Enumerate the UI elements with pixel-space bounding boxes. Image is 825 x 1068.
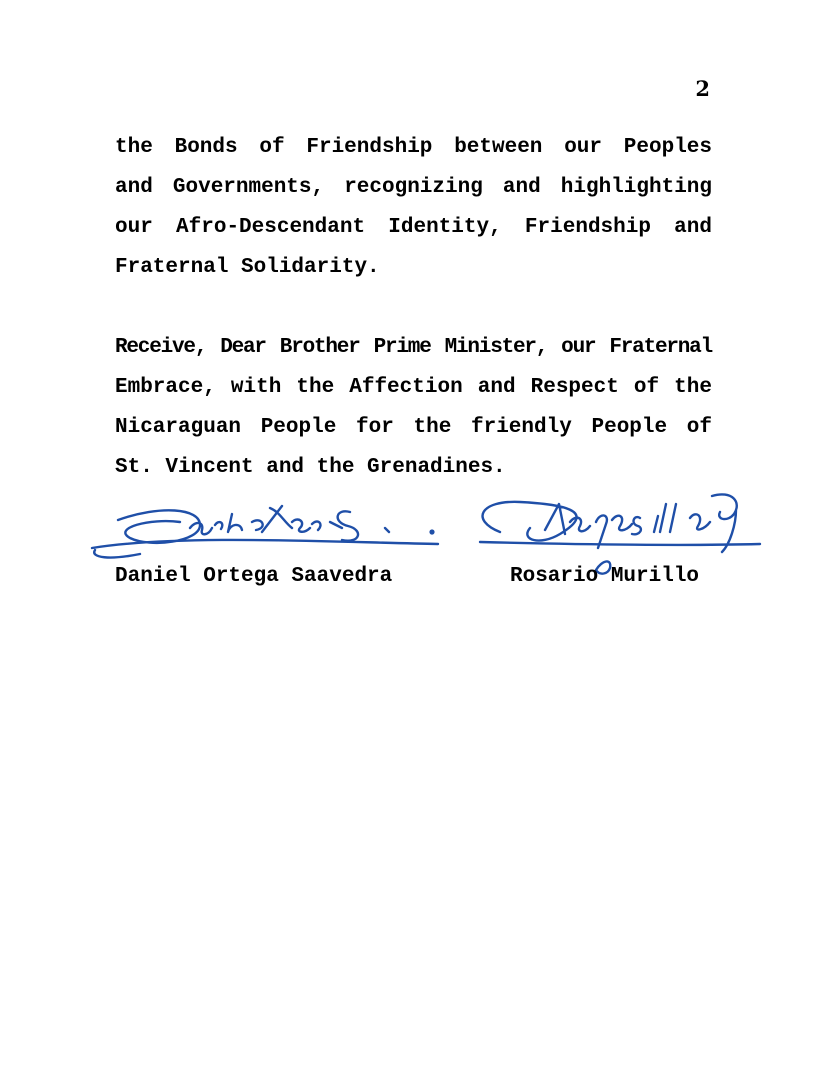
paragraph-2: [115, 328, 712, 488]
signer-name-1: Daniel Ortega Saavedra: [115, 565, 393, 588]
paragraph-line: and Governments, recognizing and highlighting: [115, 176, 712, 199]
signer-name-2: Rosario Murillo: [510, 565, 700, 588]
paragraph-line: Receive, Dear Brother Prime Minister, our Fraternal: [115, 336, 712, 359]
paragraph-line: our Afro-Descendant Identity, Friendship and: [115, 216, 712, 239]
signature-dot: [429, 529, 434, 534]
paragraph-line: Fraternal Solidarity.: [115, 256, 380, 279]
paragraph-line: Nicaraguan People for the friendly People of: [115, 416, 712, 439]
page-number: 2: [695, 76, 710, 101]
signature-underline-1: [92, 540, 438, 558]
paragraph-line: St. Vincent and the Grenadines.: [115, 456, 506, 479]
signature-underline-2: [480, 542, 760, 545]
paragraph-line: the Bonds of Friendship between our Peoples: [115, 136, 712, 159]
paragraph-1: [115, 128, 712, 288]
paragraph-line: Embrace, with the Affection and Respect of the: [115, 376, 712, 399]
signature-daniel-ortega: [118, 506, 389, 543]
